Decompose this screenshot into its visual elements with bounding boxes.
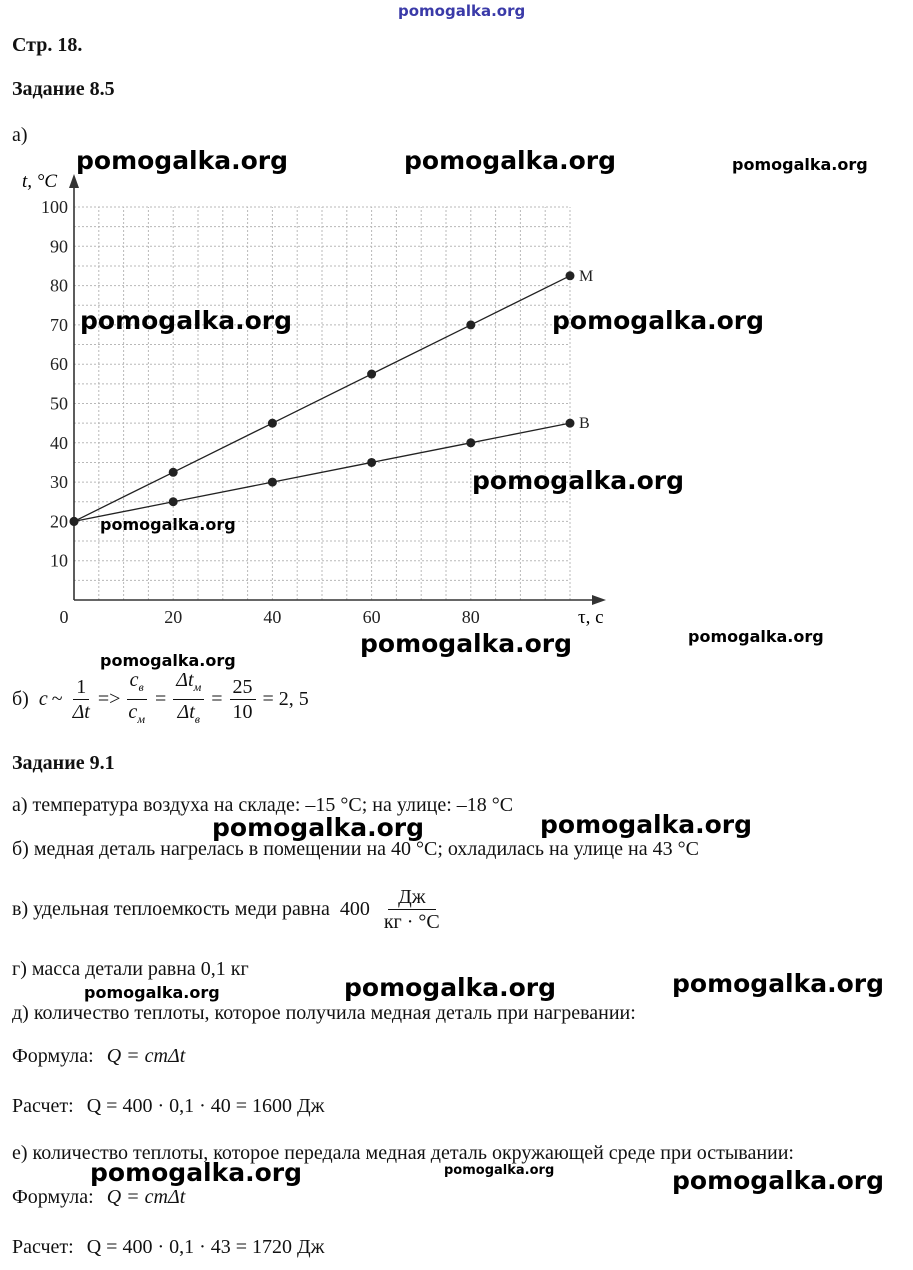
series-label: М — [579, 267, 594, 285]
data-point — [70, 517, 79, 526]
watermark: pomogalka.org — [84, 983, 220, 1002]
formula-label-1: Формула: — [12, 1045, 94, 1067]
formula-arrow: => — [97, 688, 121, 710]
data-point — [367, 458, 376, 467]
y-tick-label: 10 — [50, 550, 68, 571]
task-9-1-line-d: д) количество теплоты, которое получила медная деталь при нагревании: — [12, 1002, 636, 1024]
x-tick-label: 60 — [362, 607, 381, 627]
fraction-one-over-dt — [70, 675, 93, 724]
watermark: pomogalka.org — [540, 810, 753, 839]
watermark: pomogalka.org — [552, 306, 765, 335]
frac-num: 1 — [73, 675, 89, 700]
site-link[interactable]: pomogalka.org — [398, 2, 526, 20]
data-point — [367, 370, 376, 379]
task-9-1-line-g: г) масса детали равна 0,1 кг — [12, 958, 249, 980]
y-tick-label: 20 — [50, 511, 68, 532]
watermark: pomogalka.org — [688, 627, 824, 646]
watermark: pomogalka.org — [80, 306, 293, 335]
task-9-1-line-v — [12, 885, 446, 934]
y-tick-label: 40 — [50, 432, 68, 453]
frac-num-dtm: $\Delta t_м$ — [173, 668, 204, 700]
fraction-25-10 — [230, 675, 256, 724]
temperature-chart — [0, 160, 640, 640]
formula-eq2: = — [211, 688, 223, 710]
formula-b — [12, 668, 309, 731]
chart-grid — [74, 207, 570, 600]
watermark: pomogalka.org — [100, 651, 236, 670]
chart-ticks — [41, 197, 480, 627]
chart-axes — [69, 174, 606, 605]
x-axis-arrow — [592, 595, 606, 605]
data-point — [169, 497, 178, 506]
formula-label-2: Формула: — [12, 1186, 94, 1208]
formula-row-2 — [12, 1186, 185, 1209]
formula-row-1 — [12, 1045, 185, 1068]
formula-result: = 2, 5 — [262, 688, 309, 710]
data-point — [466, 320, 475, 329]
line-v-value: 400 — [339, 898, 370, 920]
task-9-1-line-a: а) температура воздуха на складе: –15 °С; на улице: –18 °С — [12, 794, 514, 816]
task-9-1-title: Задание 9.1 — [12, 752, 115, 774]
watermark: pomogalka.org — [472, 466, 685, 495]
calc-row-1 — [12, 1095, 325, 1118]
formula-1: Q = cmΔt — [106, 1045, 186, 1067]
frac-den-dtv: $\Delta t_в$ — [177, 701, 200, 726]
watermark: pomogalka.org — [444, 1163, 555, 1178]
frac-den-10: 10 — [232, 701, 253, 723]
calc-label-1: Расчет: — [12, 1095, 74, 1117]
task-9-1-line-b: б) медная деталь нагрелась в помещении на 40 °С; охладилась на улице на 43 °С — [12, 838, 699, 860]
task-9-1-line-e: е) количество теплоты, которое передала медная деталь окружающей среде при остывании: — [12, 1142, 794, 1164]
watermark: pomogalka.org — [90, 1158, 303, 1187]
data-point — [169, 468, 178, 477]
watermark: pomogalka.org — [360, 629, 573, 658]
calc-row-2 — [12, 1236, 325, 1259]
formula-sim: ~ — [51, 688, 63, 710]
y-tick-label: 90 — [50, 236, 68, 257]
watermark: pomogalka.org — [76, 146, 289, 175]
data-point — [466, 438, 475, 447]
watermark: pomogalka.org — [100, 515, 236, 534]
watermark: pomogalka.org — [732, 155, 868, 174]
y-tick-label: 100 — [41, 197, 68, 217]
data-point — [566, 419, 575, 428]
y-tick-label: 80 — [50, 275, 68, 296]
watermark: pomogalka.org — [404, 146, 617, 175]
frac-den-cm: $c_м$ — [128, 701, 145, 726]
y-tick-label: 30 — [50, 472, 68, 493]
watermark: pomogalka.org — [212, 813, 425, 842]
x-tick-label: 0 — [59, 607, 69, 627]
data-point — [268, 478, 277, 487]
part-b-label: б) — [12, 688, 29, 710]
data-point — [268, 419, 277, 428]
watermark: pomogalka.org — [672, 969, 885, 998]
line-v-text: в) удельная теплоемкость меди равна — [12, 898, 330, 920]
series-label: В — [579, 415, 590, 433]
formula-eq1: = — [154, 688, 167, 710]
frac-num-cv: $c_в$ — [127, 668, 147, 700]
y-tick-label: 60 — [50, 354, 68, 375]
watermark: pomogalka.org — [672, 1166, 885, 1195]
page-number: Стр. 18. — [12, 34, 83, 56]
task-8-5-title: Задание 8.5 — [12, 78, 115, 100]
fraction-dtm-dtv — [173, 668, 204, 731]
fraction-cv-cm — [125, 668, 148, 731]
y-tick-label: 70 — [50, 314, 68, 335]
frac-num-25: 25 — [230, 675, 256, 700]
heat-capacity-unit — [381, 885, 443, 934]
calc-1: Q = 400 · 0,1 · 40 = 1600 Дж — [86, 1095, 325, 1117]
y-axis-arrow — [69, 174, 79, 188]
formula-2: Q = cmΔt — [106, 1186, 186, 1208]
unit-den: кг · °С — [383, 911, 440, 933]
data-point — [566, 271, 575, 280]
x-tick-label: 20 — [164, 607, 183, 627]
frac-den: Δt — [72, 701, 90, 723]
part-a-label: а) — [12, 124, 28, 146]
formula-c: c — [38, 688, 48, 710]
unit-num: Дж — [388, 885, 435, 910]
calc-2: Q = 400 · 0,1 · 43 = 1720 Дж — [86, 1236, 325, 1258]
x-axis-label: τ, с — [578, 607, 604, 628]
y-tick-label: 50 — [50, 393, 68, 414]
x-tick-label: 80 — [461, 607, 480, 627]
watermark: pomogalka.org — [344, 973, 557, 1002]
x-tick-label: 40 — [263, 607, 282, 627]
calc-label-2: Расчет: — [12, 1236, 74, 1258]
y-axis-label: t, °C — [22, 171, 58, 192]
